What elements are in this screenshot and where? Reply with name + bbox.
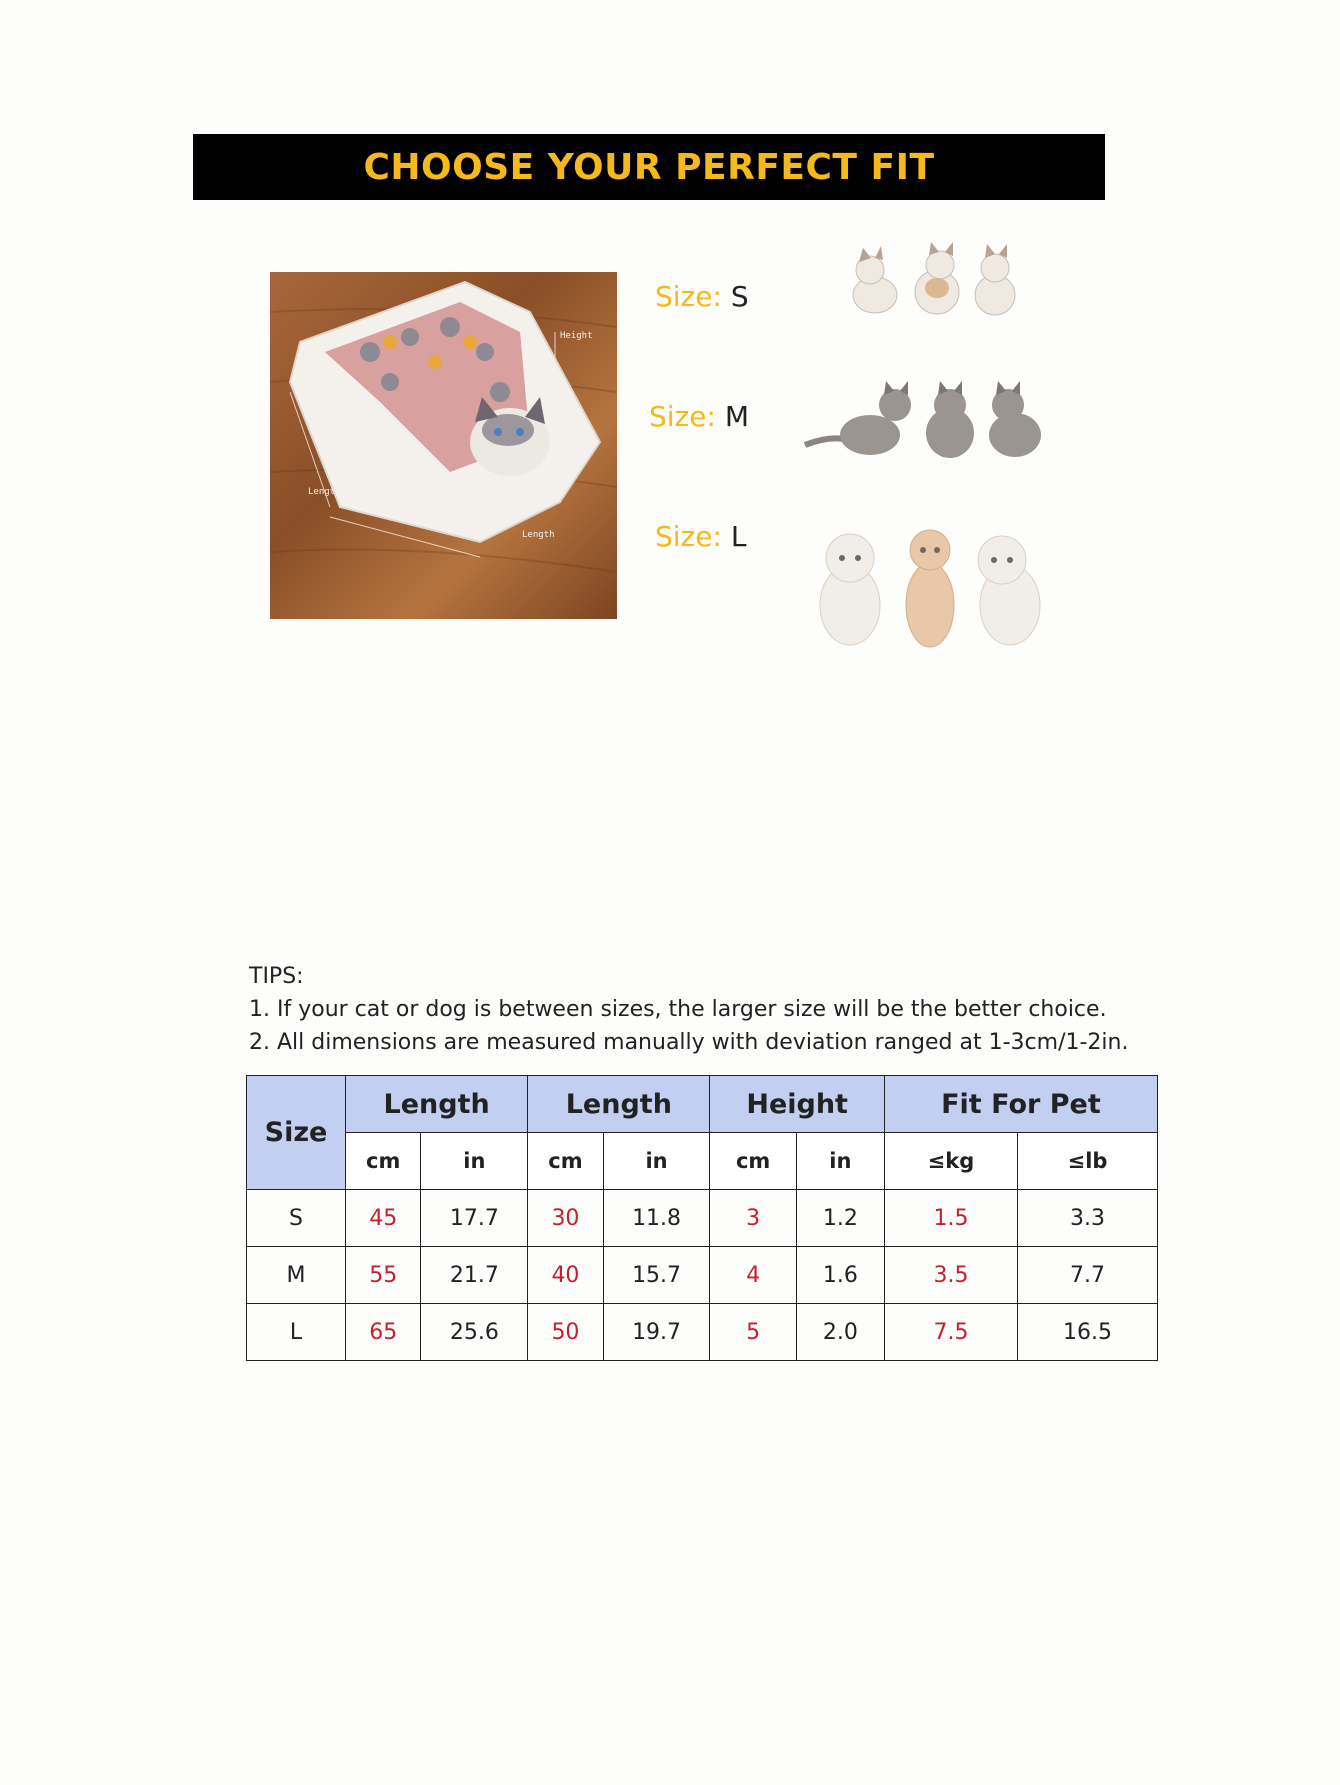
value-cell: 4 <box>710 1247 796 1304</box>
value-cell: 30 <box>528 1190 603 1247</box>
tips-heading: TIPS: <box>249 964 304 989</box>
unit-header: ≤lb <box>1018 1133 1158 1190</box>
size-value: L <box>730 520 747 553</box>
length-label-bottom: Length <box>522 530 555 540</box>
size-value: M <box>724 400 749 433</box>
tips-section <box>249 960 1128 1059</box>
unit-header: cm <box>346 1133 421 1190</box>
large-cats-image <box>810 520 1060 655</box>
value-cell: 15.7 <box>603 1247 710 1304</box>
value-cell: 17.7 <box>421 1190 528 1247</box>
group-header: Length <box>528 1076 710 1133</box>
value-cell: 7.5 <box>884 1304 1017 1361</box>
size-s-label <box>655 280 749 313</box>
table-header-row <box>247 1076 1158 1133</box>
value-cell: 3.3 <box>1018 1190 1158 1247</box>
value-cell: 65 <box>346 1304 421 1361</box>
value-cell: 25.6 <box>421 1304 528 1361</box>
unit-header: in <box>796 1133 884 1190</box>
value-cell: 55 <box>346 1247 421 1304</box>
value-cell: 45 <box>346 1190 421 1247</box>
size-cell: S <box>247 1190 346 1247</box>
value-cell: 2.0 <box>796 1304 884 1361</box>
height-label: Height <box>560 331 593 341</box>
group-header: Fit For Pet <box>884 1076 1157 1133</box>
table-row <box>247 1247 1158 1304</box>
unit-header: ≤kg <box>884 1133 1017 1190</box>
size-value: S <box>730 280 749 313</box>
value-cell: 3.5 <box>884 1247 1017 1304</box>
value-cell: 21.7 <box>421 1247 528 1304</box>
table-row <box>247 1304 1158 1361</box>
value-cell: 19.7 <box>603 1304 710 1361</box>
value-cell: 16.5 <box>1018 1304 1158 1361</box>
unit-header: in <box>421 1133 528 1190</box>
length-label-left: Length <box>308 487 341 497</box>
title-banner <box>193 134 1105 200</box>
size-key: Size: <box>649 400 716 433</box>
size-key: Size: <box>655 280 722 313</box>
page-title: CHOOSE YOUR PERFECT FIT <box>363 146 935 188</box>
table-unit-row <box>247 1133 1158 1190</box>
size-cell: L <box>247 1304 346 1361</box>
unit-header: in <box>603 1133 710 1190</box>
small-kittens-image <box>845 240 1030 325</box>
value-cell: 40 <box>528 1247 603 1304</box>
table-row <box>247 1190 1158 1247</box>
tip-line: 2. All dimensions are measured manually with deviation ranged at 1-3cm/1-2in. <box>249 1030 1129 1055</box>
size-key: Size: <box>655 520 722 553</box>
size-m-label <box>649 400 749 433</box>
value-cell: 5 <box>710 1304 796 1361</box>
unit-header: cm <box>710 1133 796 1190</box>
value-cell: 11.8 <box>603 1190 710 1247</box>
medium-cats-image <box>800 375 1055 465</box>
tip-line: 1. If your cat or dog is between sizes, the larger size will be the better choice. <box>249 997 1107 1022</box>
value-cell: 1.2 <box>796 1190 884 1247</box>
value-cell: 50 <box>528 1304 603 1361</box>
size-column-header: Size <box>247 1076 346 1190</box>
product-photo <box>270 272 617 619</box>
size-cell: M <box>247 1247 346 1304</box>
value-cell: 3 <box>710 1190 796 1247</box>
size-l-label <box>655 520 746 553</box>
group-header: Height <box>710 1076 884 1133</box>
size-chart-table <box>246 1075 1158 1361</box>
cat-bed-illustration <box>270 272 617 619</box>
value-cell: 1.6 <box>796 1247 884 1304</box>
value-cell: 7.7 <box>1018 1247 1158 1304</box>
value-cell: 1.5 <box>884 1190 1017 1247</box>
group-header: Length <box>346 1076 528 1133</box>
unit-header: cm <box>528 1133 603 1190</box>
